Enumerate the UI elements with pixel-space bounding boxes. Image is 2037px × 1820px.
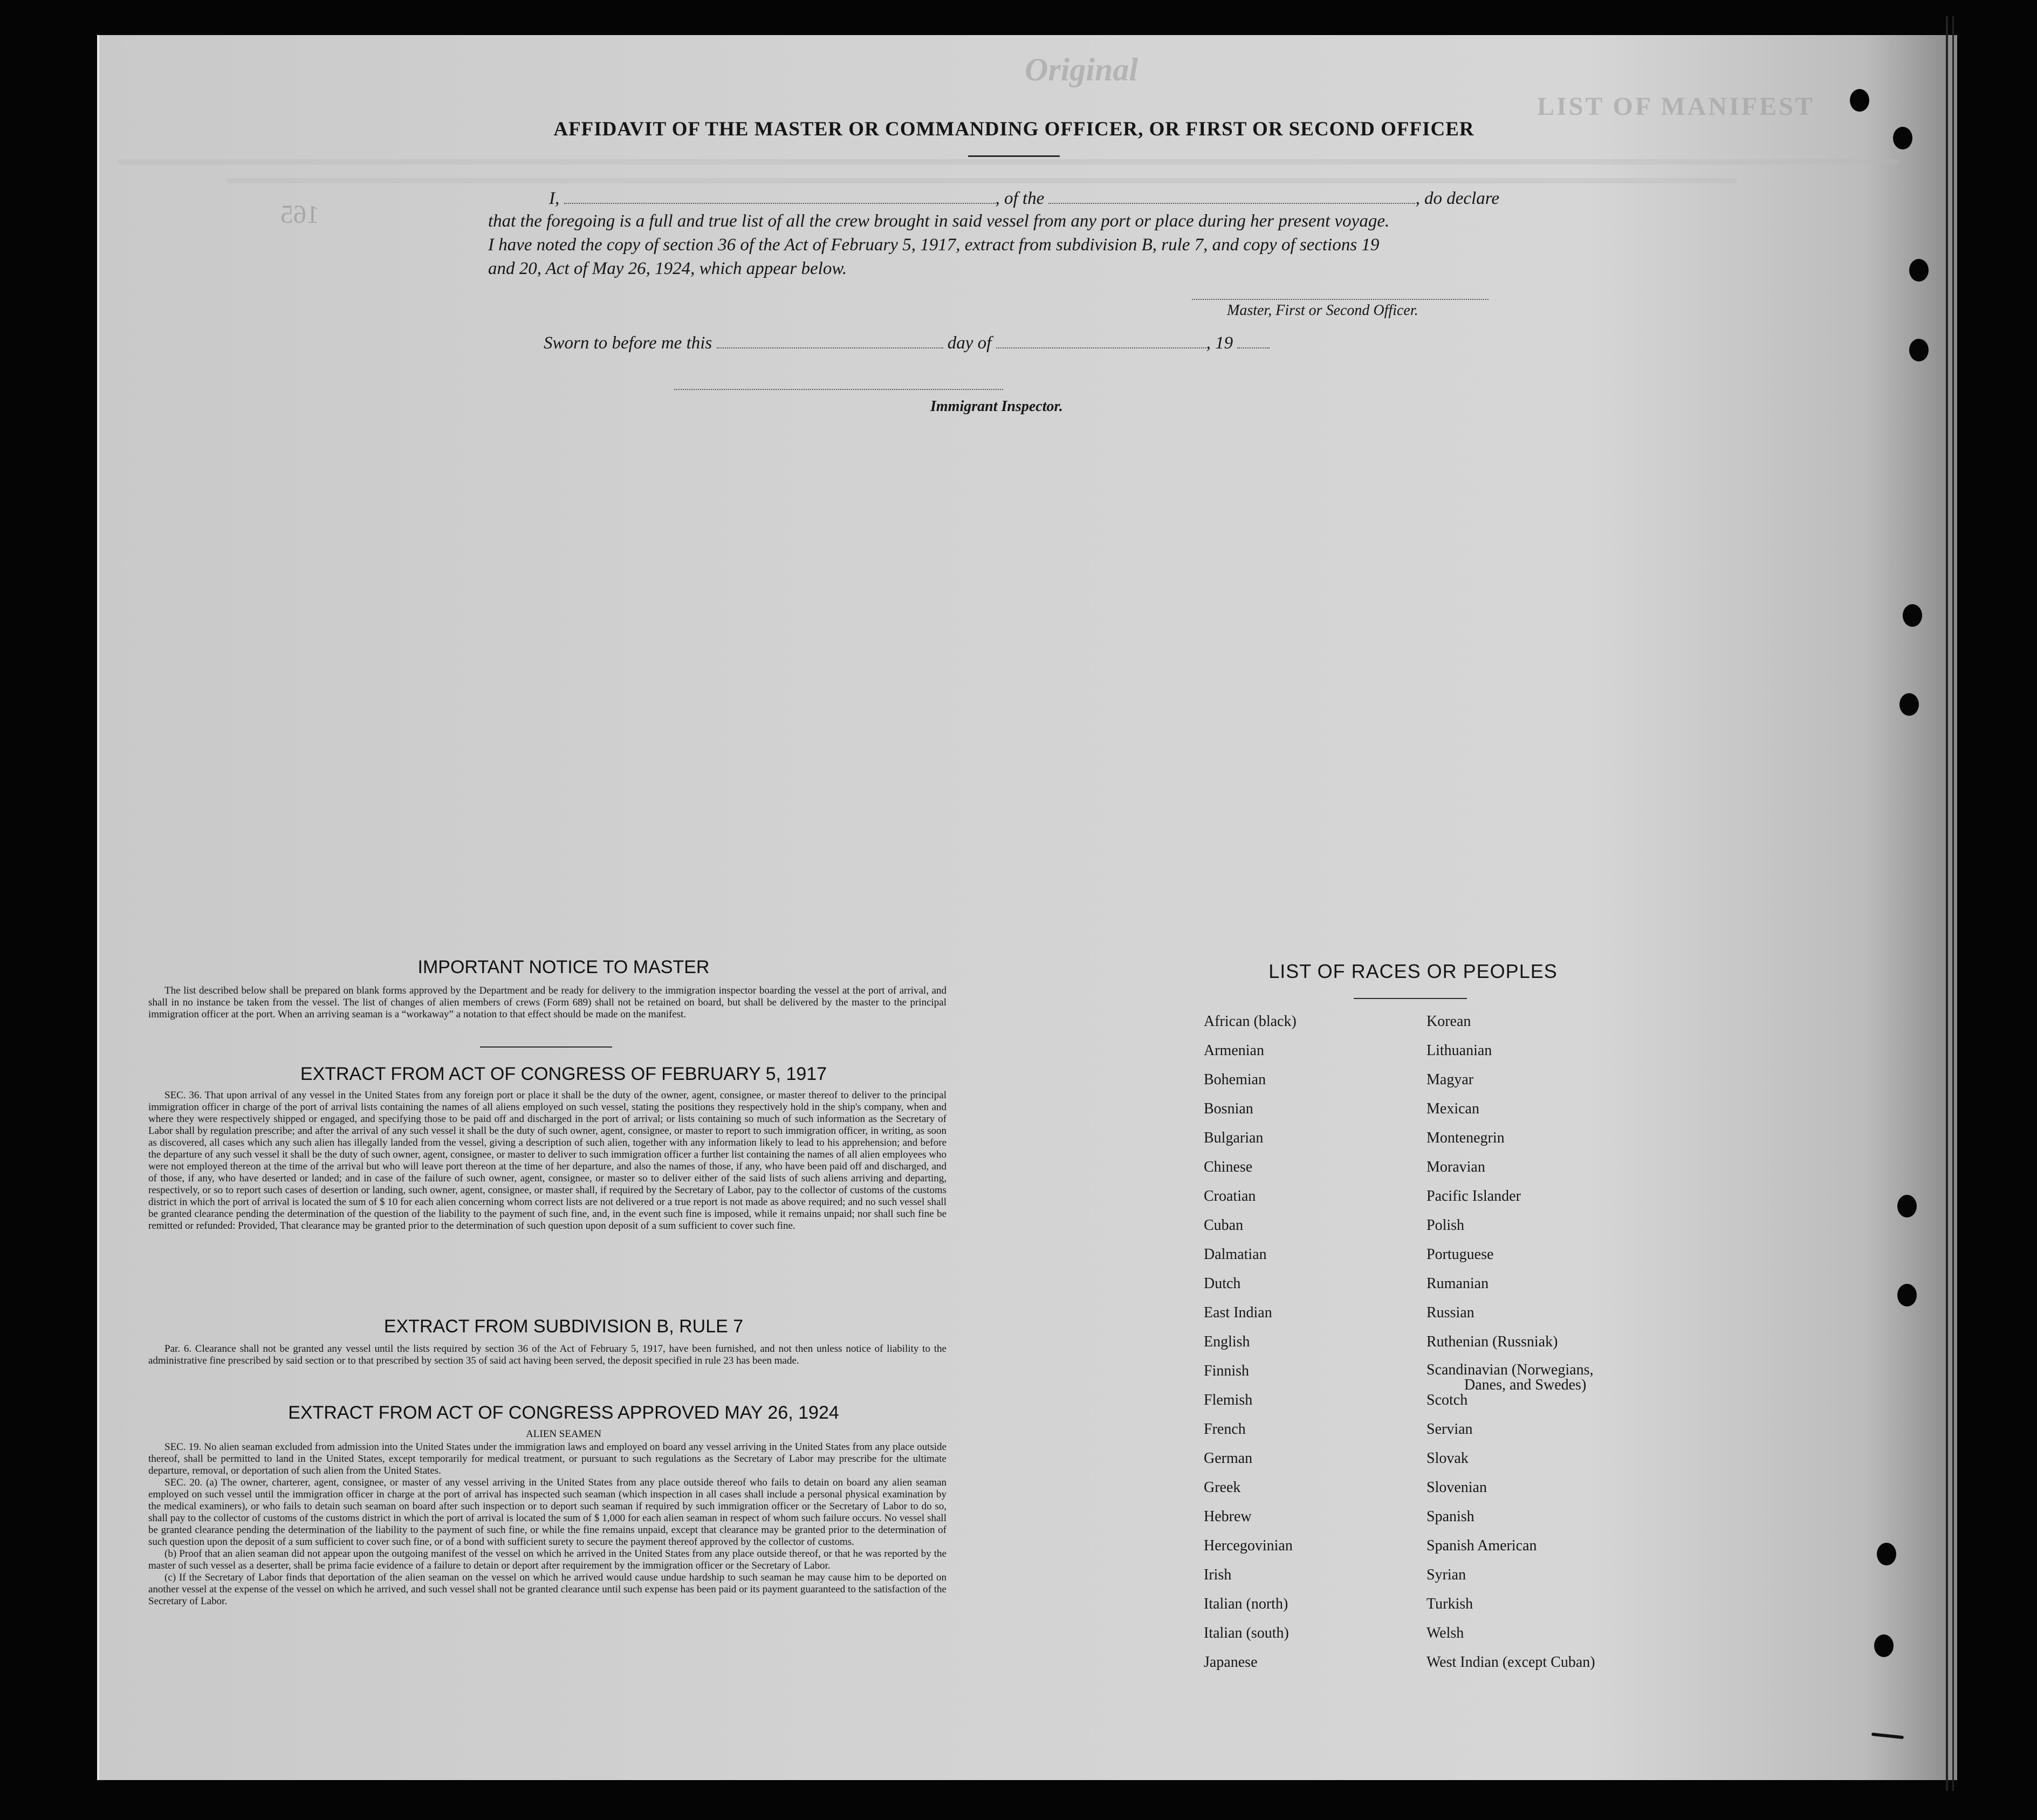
race-item: Mexican <box>1426 1100 1479 1117</box>
extract-rule7-title: EXTRACT FROM SUBDIVISION B, RULE 7 <box>383 1316 744 1337</box>
title-rule <box>968 155 1060 157</box>
sworn-line <box>544 333 1270 353</box>
races-column-2 <box>1426 1013 1595 1683</box>
race-item: Lithuanian <box>1426 1042 1492 1059</box>
race-item: Finnish <box>1204 1363 1250 1379</box>
ghost-rule <box>227 178 1737 183</box>
notice-text <box>148 985 947 1021</box>
extract-rule7-text <box>148 1343 947 1367</box>
affidavit-line-2: that the foregoing is a full and true list of all the crew brought in said vessel from any port or place during her present voyage. <box>488 211 1390 231</box>
sworn-year-blank[interactable] <box>1237 347 1270 348</box>
race-item: Portuguese <box>1426 1246 1494 1263</box>
race-item: German <box>1204 1450 1253 1467</box>
race-item: Slovenian <box>1426 1479 1487 1496</box>
binding-hole <box>1877 1543 1896 1565</box>
name-blank[interactable] <box>564 202 996 204</box>
affidavit-of-the: , of the <box>995 189 1045 208</box>
binding-hole <box>1909 339 1929 361</box>
ghost-header-text: Original <box>1025 52 1138 87</box>
year-prefix: , 19 <box>1206 333 1233 353</box>
race-item: Moravian <box>1426 1159 1485 1175</box>
binding-hole <box>1893 127 1912 149</box>
race-item: Bulgarian <box>1204 1130 1264 1146</box>
sworn-text: Sworn to before me this <box>544 333 712 353</box>
day-of-text: day of <box>947 333 992 353</box>
race-item-line: Scandinavian (Norwegians, <box>1426 1361 1594 1378</box>
affidavit-line-4: and 20, Act of May 26, 1924, which appear below. <box>488 259 847 278</box>
race-item: Pacific Islander <box>1426 1188 1521 1205</box>
affidavit-declare: , do declare <box>1415 189 1499 208</box>
extract-1924-title: EXTRACT FROM ACT OF CONGRESS APPROVED MAY 26, 1924 <box>288 1402 839 1423</box>
binding-hole <box>1850 89 1869 112</box>
race-item: Dutch <box>1204 1275 1241 1292</box>
race-item: Croatian <box>1204 1188 1256 1205</box>
extract-1917-paragraph: SEC. 36. That upon arrival of any vessel in the United States from any foreign port or place it shall be the duty of the owner, agent, consignee, or master thereof to deliver to the principal immigration officer in charge of the port of arrival lists containing the names of all aliens employed on such vessel, stating the positions they respectively hold in the ship's company, when and where they were respectively shipped or engaged, and specifying those to be paid off and discharged in the port of arrival; or lists containing so much of such information as the Secretary of Labor shall by regulation prescribe; and after the arrival of any such vessel it shall be the duty of such owner, agent, consignee, or master to report to such immigration officer, in writing, as soon as discovered, all cases which any such alien has illegally landed from the vessel, giving a description of such alien, together with any information likely to lead to his apprehension; and before the departure of any such vessel it shall be the duty of such owner, agent, consignee, or master to deliver to such immigration officer a further list containing the names of all alien employees who were not employed thereon at the time of the arrival but who will leave port thereon at the time of her departure, and also the names of those, if any, who have been paid off and discharged, and of those, if any, who have deserted or landed; and in case of the failure of such owner, agent, consignee, or master so to deliver either of the said lists of such aliens arriving and departing, respectively, or so to report such cases of desertion or landing, such owner, agent, consignee, or master shall, if required by the Secretary of Labor, pay to the collector of customs of the customs district in which the port of arrival is located the sum of $ 10 for each alien concerning whom correct lists are not delivered or a true report is not made as above required; and no such vessel shall be granted clearance pending the determination of the question of the liability to the payment of such fine, and, in the event such fine is imposed, while it remains unpaid; nor shall such fine be remitted or refunded: Provided, That clearance may be granted prior to the determination of such question upon deposit of a sum sufficient to cover such fine. <box>148 1090 947 1231</box>
extract-1917-text <box>148 1090 947 1232</box>
page-edge-line <box>1952 16 1954 1791</box>
race-item: Italian (south) <box>1204 1625 1289 1641</box>
notice-title: IMPORTANT NOTICE TO MASTER <box>417 957 710 977</box>
master-signature-label: Master, First or Second Officer. <box>1227 302 1418 319</box>
race-item <box>1426 1363 1595 1392</box>
race-item: Ruthenian (Russniak) <box>1426 1333 1558 1350</box>
affidavit-line-3: I have noted the copy of section 36 of the Act of February 5, 1917, extract from subdivision B, rule 7, and copy of sections 19 <box>488 235 1380 255</box>
race-item: Italian (north) <box>1204 1596 1288 1612</box>
ghost-list-title: LIST OF MANIFEST <box>1537 92 1815 121</box>
race-item: Korean <box>1426 1013 1471 1030</box>
race-item: French <box>1204 1421 1246 1438</box>
race-item: Hercegovinian <box>1204 1537 1293 1554</box>
races-column-1 <box>1204 1013 1297 1683</box>
race-item: Magyar <box>1426 1071 1474 1088</box>
race-item: Spanish American <box>1426 1537 1537 1554</box>
race-item: Servian <box>1426 1421 1473 1438</box>
extract-1924-text <box>148 1441 947 1607</box>
race-item: Welsh <box>1426 1625 1464 1641</box>
race-item: Spanish <box>1426 1508 1474 1525</box>
sec20a-paragraph: SEC. 20. (a) The owner, charterer, agent, consignee, or master of any vessel arriving in the United States from any place outside thereof who fails to detain on board any alien seaman employed on such vessel until the immigration officer in charge at the port of arrival has inspected such seaman (which inspection in all cases shall include a personal physical examination by the medical examiners), or who fails to detain such seaman on board after such inspection or to deport such seaman if required by such immigration officer or the Secretary of Labor to do so, shall pay to the collector of customs of the customs district in which the port of arrival is located the sum of $ 1,000 for each alien seaman in respect of whom such failure occurs. No vessel shall be granted clearance pending the determination of the liability to the payment of such fine, or while the fine remains unpaid, except that clearance may be granted prior to the determination of such question upon the deposit of a sum sufficient to cover such fine, or of a bond with sufficient surety to secure the payment thereof approved by the collector of customs. <box>148 1477 947 1548</box>
race-item: Hebrew <box>1204 1508 1252 1525</box>
race-item: Scotch <box>1426 1392 1468 1408</box>
binding-hole <box>1874 1634 1894 1657</box>
race-item: Syrian <box>1426 1566 1466 1583</box>
race-item: Flemish <box>1204 1392 1253 1408</box>
section-rule <box>480 1046 612 1048</box>
race-item: Turkish <box>1426 1596 1473 1612</box>
race-item: Polish <box>1426 1217 1465 1234</box>
races-rule <box>1354 998 1467 999</box>
race-item: Montenegrin <box>1426 1130 1505 1146</box>
race-item: Rumanian <box>1426 1275 1489 1292</box>
race-item: Chinese <box>1204 1159 1253 1175</box>
race-item: Armenian <box>1204 1042 1264 1059</box>
races-title: LIST OF RACES OR PEOPLES <box>1268 960 1558 982</box>
affidavit-i: I, <box>549 189 560 208</box>
ghost-page-number: 165 <box>280 200 319 229</box>
affidavit-line-1 <box>549 189 1499 209</box>
master-signature-line[interactable] <box>1192 298 1489 300</box>
extract-1917-title: EXTRACT FROM ACT OF CONGRESS OF FEBRUARY 5, 1917 <box>300 1064 827 1084</box>
race-item: Bohemian <box>1204 1071 1266 1088</box>
binding-hole <box>1897 1195 1917 1217</box>
sec20b-paragraph: (b) Proof that an alien seaman did not appear upon the outgoing manifest of the vessel on which he arrived in the United States from any place outside thereof, or that he was reported by the master of such vessel as a deserter, shall be prima facie evidence of a failure to detain or deport after requirement by the immigration officer or the Secretary of Labor. <box>148 1548 947 1571</box>
vessel-blank[interactable] <box>1048 202 1415 204</box>
ghost-rule <box>119 159 1898 165</box>
race-item: Bosnian <box>1204 1100 1253 1117</box>
race-item: Dalmatian <box>1204 1246 1267 1263</box>
notice-paragraph: The list described below shall be prepared on blank forms approved by the Department and be ready for delivery to the immigration inspector boarding the vessel at the port of arrival, and shall in no instance be taken from the vessel. The list of changes of alien members of crews (Form 689) shall not be retained on board, but shall be delivered by the master to the principal immigration officer at the port. When an arriving seaman is a “workaway” a notation to that effect should be made on the manifest. <box>148 985 947 1020</box>
page-edge-line <box>1946 16 1948 1791</box>
binding-hole <box>1899 693 1919 716</box>
sec19-paragraph: SEC. 19. No alien seaman excluded from admission into the United States under the immigration laws and employed on board any vessel arriving in the United States from any place outside thereof, shall be permitted to land in the United States, except temporarily for medical treatment, or pursuant to such regulations as the Secretary of Labor may prescribe for the ultimate departure, removal, or deportation of such alien from the United States. <box>148 1441 947 1476</box>
race-item: English <box>1204 1333 1250 1350</box>
race-item-line: Danes, and Swedes) <box>1464 1377 1587 1393</box>
race-item: West Indian (except Cuban) <box>1426 1654 1595 1671</box>
binding-hole <box>1909 259 1929 282</box>
race-item: Greek <box>1204 1479 1241 1496</box>
extract-rule7-paragraph: Par. 6. Clearance shall not be granted any vessel until the lists required by section 36 of the Act of February 5, 1917, have been furnished, and not then unless notice of liability to the administrative fine prescribed by said section or to that prescribed by section 35 of said act having been served, the deposit specified in rule 23 has been made. <box>148 1343 947 1366</box>
race-item: Irish <box>1204 1566 1232 1583</box>
race-item: Slovak <box>1426 1450 1469 1467</box>
extract-1924-subtitle: ALIEN SEAMEN <box>526 1428 601 1440</box>
sec20c-paragraph: (c) If the Secretary of Labor finds that deportation of the alien seaman on the vessel on which he arrived would cause undue hardship to such seaman he may cause him to be deported on another vessel at the expense of the vessel on which he arrived, and such vessel shall not be granted clearance until such expense has been paid or its payment guaranteed to the satisfaction of the Secretary of Labor. <box>148 1572 947 1607</box>
inspector-signature-line[interactable] <box>674 388 1003 390</box>
sworn-month-blank[interactable] <box>996 347 1206 348</box>
affidavit-title: AFFIDAVIT OF THE MASTER OR COMMANDING OFFICER, OR FIRST OR SECOND OFFICER <box>553 118 1474 140</box>
race-item: Russian <box>1426 1304 1474 1321</box>
race-item: African (black) <box>1204 1013 1297 1030</box>
inspector-signature-label: Immigrant Inspector. <box>930 398 1063 415</box>
race-item: East Indian <box>1204 1304 1272 1321</box>
race-item: Cuban <box>1204 1217 1244 1234</box>
sworn-day-blank[interactable] <box>717 347 943 348</box>
binding-hole <box>1897 1284 1917 1306</box>
race-item: Japanese <box>1204 1654 1258 1671</box>
binding-hole <box>1903 604 1922 627</box>
